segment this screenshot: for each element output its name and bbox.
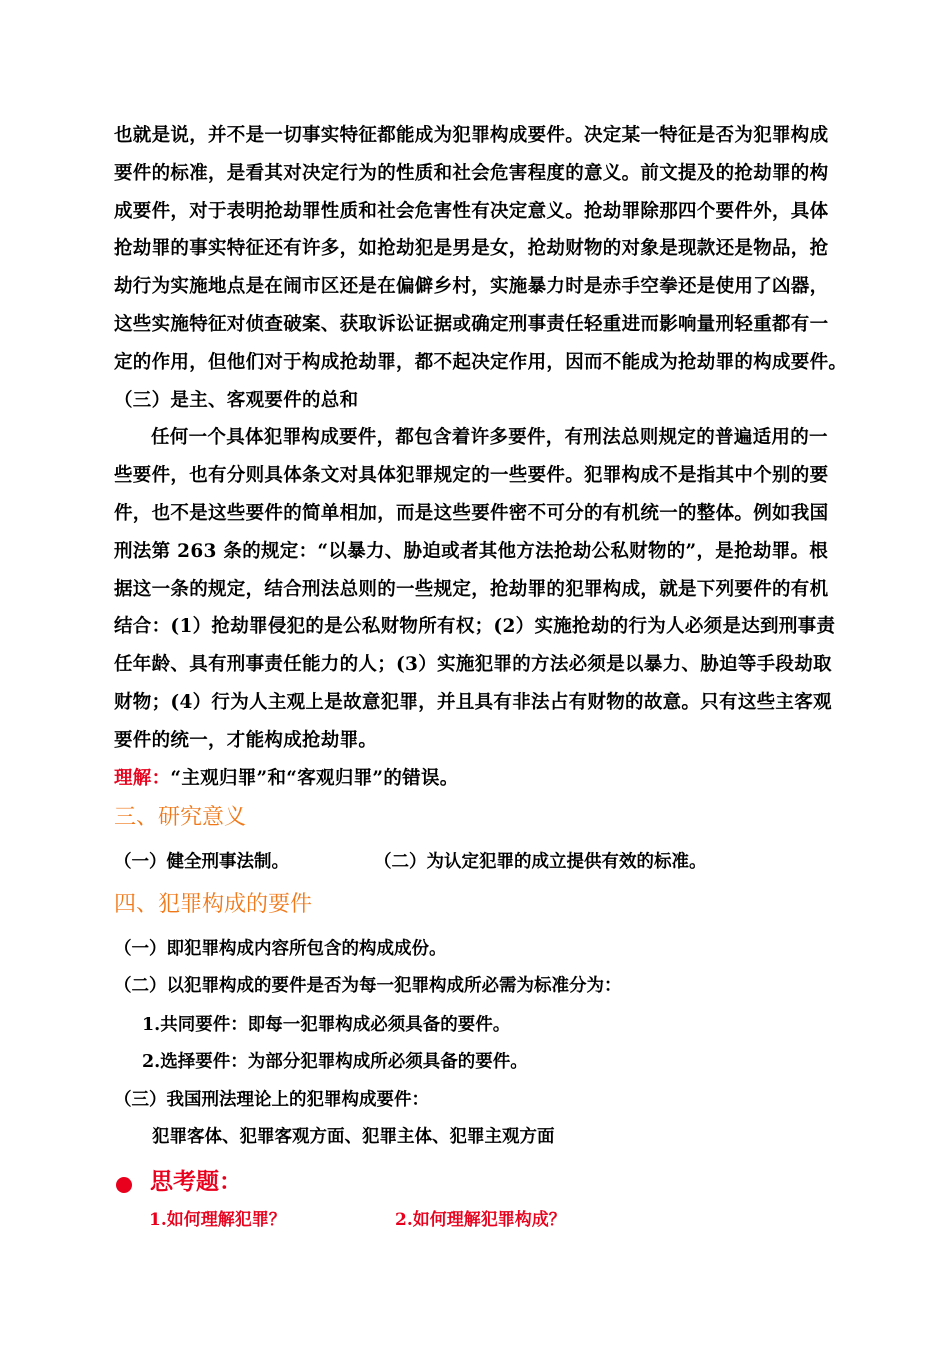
- understanding-label: 理解：: [114, 767, 171, 789]
- question-1: 1.如何理解犯罪？: [149, 1210, 286, 1230]
- text-line: 这些实施特征对侦查破案、获取诉讼证据或确定刑事责任轻重进而影响量刑轻重都有一: [114, 313, 829, 335]
- bullet-icon: [116, 1177, 132, 1193]
- section-3-heading: [114, 382, 844, 420]
- text-line: 结合：(1）抢劫罪侵犯的是公私财物所有权；(2）实施抢劫的行为人必须是达到刑事责: [114, 616, 836, 638]
- questions-header: [116, 1163, 242, 1196]
- main-text-block: [114, 117, 848, 797]
- text-line: 要件的统一，才能构成抢劫罪。: [114, 729, 378, 751]
- understanding-text: “主观归罪”和“客观归罪”的错误。: [170, 767, 459, 789]
- text-line: 据这一条的规定，结合刑法总则的一些规定，抢劫罪的犯罪构成，就是下列要件的有机: [114, 578, 829, 600]
- paragraph-2: [114, 419, 844, 759]
- research-item-1: （一）健全刑事法制。: [114, 852, 289, 872]
- text-line: 财物；(4）行为人主观上是故意犯罪，并且具有非法占有财物的故意。只有这些主客观: [114, 691, 832, 713]
- text-line: 抢劫罪的事实特征还有许多，如抢劫犯是男是女，抢劫财物的对象是现款还是物品，抢: [114, 238, 829, 260]
- research-item-2: （二）为认定犯罪的成立提供有效的标准。: [374, 852, 707, 872]
- elements-item-3-detail: 犯罪客体、犯罪客观方面、犯罪主体、犯罪主观方面: [152, 1127, 555, 1147]
- text-line: 成要件，对于表明抢劫罪性质和社会危害性有决定意义。抢劫罪除那四个要件外，具体: [114, 200, 829, 222]
- text-line: 也就是说，并不是一切事实特征都能成为犯罪构成要件。决定某一特征是否为犯罪构成: [114, 125, 829, 146]
- elements-item-3: （三）我国刑法理论上的犯罪构成要件：: [114, 1090, 429, 1110]
- text-line: 些要件，也有分则具体条文对具体犯罪规定的一些要件。犯罪构成不是指其中个别的要: [114, 465, 829, 487]
- text-line: 定的作用，但他们对于构成抢劫罪，都不起决定作用，因而不能成为抢劫罪的构成要件。: [114, 351, 848, 373]
- elements-heading: 四、犯罪构成的要件: [114, 892, 313, 917]
- questions-heading: 思考题：: [150, 1168, 242, 1195]
- text-line: 任何一个具体犯罪构成要件，都包含着许多要件，有刑法总则规定的普遍适用的一: [151, 427, 828, 449]
- elements-sub-2: 2.选择要件：为部分犯罪构成所必须具备的要件。: [142, 1052, 528, 1072]
- understanding-note: [114, 760, 844, 798]
- text-line: 刑法第 263 条的规定：“以暴力、胁迫或者其他方法抢劫公私财物的”，是抢劫罪。根: [114, 540, 829, 562]
- section-heading-text: （三）是主、客观要件的总和: [114, 389, 359, 411]
- elements-item-1: （一）即犯罪构成内容所包含的构成成份。: [114, 939, 447, 959]
- text-line: 任年龄、具有刑事责任能力的人；(3）实施犯罪的方法必须是以暴力、胁迫等手段劫取: [114, 654, 832, 676]
- elements-sub-1: 1.共同要件：即每一犯罪构成必须具备的要件。: [142, 1015, 511, 1035]
- research-heading: 三、研究意义: [114, 805, 247, 830]
- text-line: 劫行为实施地点是在闹市区还是在偏僻乡村，实施暴力时是赤手空拳还是使用了凶器，: [114, 276, 829, 298]
- paragraph-1: [114, 117, 848, 382]
- text-line: 件，也不是这些要件的简单相加，而是这些要件密不可分的有机统一的整体。例如我国: [114, 502, 829, 524]
- text-line: 要件的标准，是看其对决定行为的性质和社会危害程度的意义。前文提及的抢劫罪的构: [114, 162, 829, 184]
- elements-item-2: （二）以犯罪构成的要件是否为每一犯罪构成所必需为标准分为：: [114, 976, 622, 996]
- question-2: 2.如何理解犯罪构成？: [395, 1210, 566, 1230]
